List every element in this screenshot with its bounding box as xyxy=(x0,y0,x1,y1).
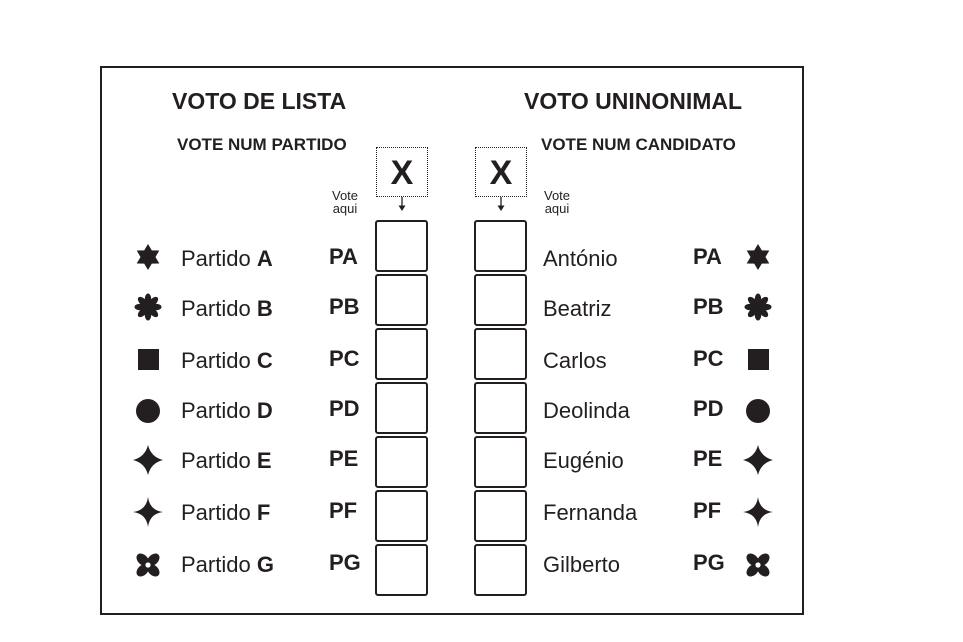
candidate-eugenio-diamond-icon xyxy=(743,445,773,475)
candidate-deolinda-party-code: PD xyxy=(693,396,724,421)
candidate-deolinda-name: Deolinda xyxy=(543,398,630,423)
candidate-eugenio-name: Eugénio xyxy=(543,448,624,473)
candidate-beatriz-flower-icon xyxy=(743,292,773,322)
list-row-a-party-prefix: Partido xyxy=(181,246,257,271)
candidate-fernanda-name: Fernanda xyxy=(543,500,638,525)
nominal-vote-subtitle: VOTE NUM CANDIDATO xyxy=(541,135,736,154)
list-row-d-circle-icon xyxy=(133,396,163,426)
list-row-d-party-letter: D xyxy=(256,398,273,423)
nominal-example-mark: X xyxy=(475,147,527,197)
candidate-antonio-name: António xyxy=(543,246,618,271)
list-row-f-party-letter: F xyxy=(256,500,271,525)
candidate-beatriz-name: Beatriz xyxy=(543,296,612,321)
list-row-e-party-name xyxy=(181,448,272,474)
list-row-b-code: PB xyxy=(329,294,360,319)
candidate-antonio-vote-box[interactable] xyxy=(474,220,527,272)
candidate-carlos-party-code: PC xyxy=(693,346,724,371)
candidate-antonio-six-point-star-icon xyxy=(743,242,773,272)
list-row-b-party-name xyxy=(181,296,273,322)
candidate-beatriz-vote-box[interactable] xyxy=(474,274,527,326)
candidate-gilberto-name: Gilberto xyxy=(543,552,621,577)
list-row-e-vote-box[interactable] xyxy=(375,436,428,488)
candidate-eugenio-party-code: PE xyxy=(693,446,723,471)
list-row-g-vote-box[interactable] xyxy=(375,544,428,596)
list-row-a-party-letter: A xyxy=(256,246,273,271)
candidate-eugenio-vote-box[interactable] xyxy=(474,436,527,488)
list-row-d-party-prefix: Partido xyxy=(181,398,257,423)
list-row-g-party-prefix: Partido xyxy=(181,552,257,577)
list-row-c-code: PC xyxy=(329,346,360,371)
list-vote-title: VOTO DE LISTA xyxy=(172,88,347,114)
candidate-fernanda-vote-box[interactable] xyxy=(474,490,527,542)
nominal-vote-title: VOTO UNINONIMAL xyxy=(524,88,743,114)
candidate-gilberto-propeller-icon xyxy=(743,550,773,580)
list-row-a-party-name xyxy=(181,246,273,272)
list-row-g-party-name xyxy=(181,552,274,578)
list-row-c-party-letter: C xyxy=(256,348,273,373)
list-row-f-code: PF xyxy=(329,498,358,523)
candidate-carlos-square-icon xyxy=(743,344,773,374)
list-row-f-four-point-star-icon xyxy=(133,497,163,527)
list-row-d-party-name xyxy=(181,398,273,424)
list-row-b-flower-icon xyxy=(133,292,163,322)
candidate-gilberto-vote-box[interactable] xyxy=(474,544,527,596)
list-row-a-vote-box[interactable] xyxy=(375,220,428,272)
candidate-beatriz-party-code: PB xyxy=(693,294,724,319)
list-row-c-party-name xyxy=(181,348,273,374)
candidate-carlos-vote-box[interactable] xyxy=(474,328,527,380)
candidate-antonio-party-code: PA xyxy=(693,244,722,269)
list-vote-subtitle: VOTE NUM PARTIDO xyxy=(177,135,347,154)
candidate-deolinda-vote-box[interactable] xyxy=(474,382,527,434)
nominal-vote-hint: Vote aqui xyxy=(543,188,571,216)
list-row-e-party-letter: E xyxy=(256,448,272,473)
list-row-g-code: PG xyxy=(329,550,361,575)
candidate-deolinda-circle-icon xyxy=(743,396,773,426)
list-row-e-diamond-icon xyxy=(133,445,163,475)
list-row-b-party-prefix: Partido xyxy=(181,296,257,321)
list-row-c-party-prefix: Partido xyxy=(181,348,257,373)
list-row-f-party-prefix: Partido xyxy=(181,500,257,525)
list-row-g-propeller-icon xyxy=(133,550,163,580)
candidate-fernanda-party-code: PF xyxy=(693,498,722,523)
list-arrow-icon xyxy=(397,197,407,211)
list-row-f-party-name xyxy=(181,500,270,526)
list-row-b-vote-box[interactable] xyxy=(375,274,428,326)
list-row-a-code: PA xyxy=(329,244,358,269)
list-vote-hint: Vote aqui xyxy=(331,188,359,216)
list-row-c-square-icon xyxy=(133,344,163,374)
candidate-gilberto-party-code: PG xyxy=(693,550,725,575)
list-row-d-vote-box[interactable] xyxy=(375,382,428,434)
list-row-a-six-point-star-icon xyxy=(133,242,163,272)
list-row-b-party-letter: B xyxy=(256,296,273,321)
list-row-c-vote-box[interactable] xyxy=(375,328,428,380)
candidate-carlos-name: Carlos xyxy=(543,348,607,373)
list-row-f-vote-box[interactable] xyxy=(375,490,428,542)
list-row-g-party-letter: G xyxy=(256,552,274,577)
list-example-mark: X xyxy=(376,147,428,197)
list-row-d-code: PD xyxy=(329,396,360,421)
list-row-e-party-prefix: Partido xyxy=(181,448,257,473)
list-row-e-code: PE xyxy=(329,446,359,471)
candidate-fernanda-four-point-star-icon xyxy=(743,497,773,527)
nominal-arrow-icon xyxy=(496,197,506,211)
